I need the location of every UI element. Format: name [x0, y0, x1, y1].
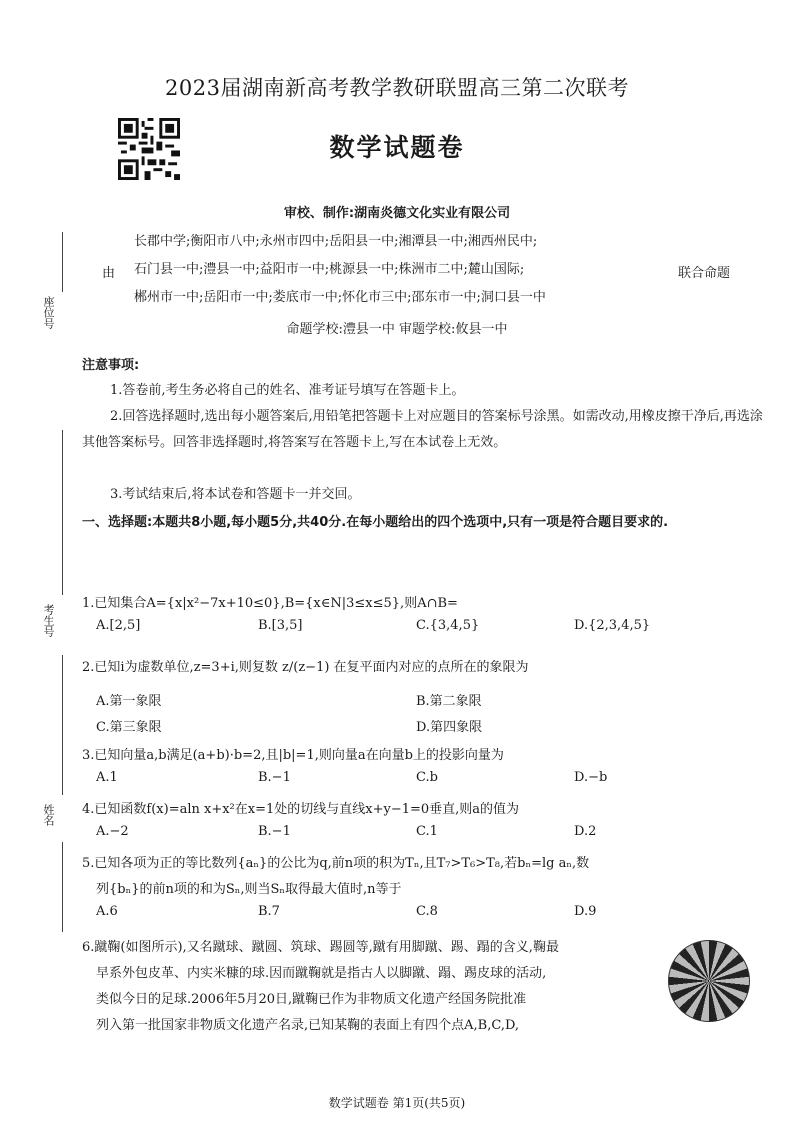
answer-option: B.7 [258, 904, 280, 919]
school-list-line: 郴州市一中;岳阳市一中;娄底市一中;怀化市三中;邵东市一中;洞口县一中 [134, 290, 546, 305]
answer-option: C.第三象限 [96, 720, 162, 735]
notice-item: 2.回答选择题时,选出每小题答案后,用铅笔把答题卡上对应题目的答案标号涂黑。如需改动,用橡皮擦干净后,再选涂其他答案标号。回答非选择题时,将答案写在答题卡上,写在本试卷上无效。 [82, 409, 763, 450]
question-stem-continuation: 列{bₙ}的前n项的和为Sₙ,则当Sₙ取得最大值时,n等于 [96, 882, 402, 897]
answer-option: A.−2 [96, 824, 129, 839]
margin-divider [62, 232, 63, 292]
producer-line: 审校、制作:湖南炎德文化实业有限公司 [283, 206, 511, 221]
answer-option: A.[2,5] [96, 618, 141, 633]
name-label: 姓名 [42, 804, 55, 826]
seat-number-label: 座位号 [42, 296, 55, 329]
margin-divider [62, 842, 63, 932]
candidate-number-label: 考生号 [42, 604, 55, 637]
section-heading: 一、选择题:本题共8小题,每小题5分,共40分.在每小题给出的四个选项中,只有一项是符合题目要求的. [82, 515, 669, 530]
question-stem: 3.已知向量a,b满足(a+b)·b=2,且|b|=1,则向量a在向量b上的投影向量为 [82, 748, 504, 763]
notice-item: 3.考试结束后,将本试卷和答题卡一并交回。 [110, 487, 361, 502]
margin-divider [62, 430, 63, 595]
answer-option: D.第四象限 [416, 720, 483, 735]
question-stem: 4.已知函数f(x)=aln x+x²在x=1处的切线与直线x+y−1=0垂直,则a的值为 [82, 802, 520, 817]
answer-option: D.−b [574, 770, 608, 785]
joint-proposition-label: 联合命题 [678, 266, 731, 281]
answer-option: B.−1 [258, 824, 291, 839]
answer-option: A.6 [96, 904, 118, 919]
question-stem: 1.已知集合A={x|x²−7x+10≤0},B={x∈N|3≤x≤5},则A∩B= [82, 596, 458, 611]
notice-heading: 注意事项: [82, 358, 140, 373]
answer-option: C.b [416, 770, 438, 785]
answer-option: D.9 [574, 904, 597, 919]
school-list-line: 长郡中学;衡阳市八中;永州市四中;岳阳县一中;湘潭县一中;湘西州民中; [134, 234, 538, 249]
answer-option: D.2 [574, 824, 597, 839]
by-label: 由 [102, 266, 116, 281]
answer-option: D.{2,3,4,5} [574, 618, 651, 633]
question-stem: 5.已知各项为正的等比数列{aₙ}的公比为q,前n项的积为Tₙ,且T₇>T₆>T₈,若bₙ=lg aₙ,数 [82, 856, 590, 871]
answer-option: B.−1 [258, 770, 291, 785]
answer-option: C.8 [416, 904, 438, 919]
answer-option: B.第二象限 [416, 694, 482, 709]
answer-option: B.[3,5] [258, 618, 303, 633]
question-stem-continuation: 早系外包皮革、内实米糠的球.因而蹴鞠就是指古人以脚蹴、蹋、踢皮球的活动, [96, 966, 547, 981]
notice-item: 1.答卷前,考生务必将自己的姓名、准考证号填写在答题卡上。 [110, 383, 465, 398]
exam-title: 2023届湖南新高考教学教研联盟高三第二次联考 [165, 76, 629, 100]
answer-option: C.{3,4,5} [416, 618, 480, 633]
page-footer: 数学试题卷 第1页(共5页) [328, 1096, 466, 1110]
question-stem: 6.蹴鞠(如图所示),又名蹴球、蹴圆、筑球、踢圆等,蹴有用脚蹴、踢、蹋的含义,鞠最 [82, 940, 559, 955]
question-stem: 2.已知i为虚数单位,z=3+i,则复数 z/(z−1) 在复平面内对应的点所在的象限为 [82, 660, 529, 675]
answer-option: C.1 [416, 824, 438, 839]
proposition-schools: 命题学校:澧县一中 审题学校:攸县一中 [286, 322, 508, 337]
question-stem-continuation: 列入第一批国家非物质文化遗产名录,已知某鞠的表面上有四个点A,B,C,D, [96, 1018, 520, 1033]
cuju-ball-image [668, 940, 750, 1022]
answer-option: A.1 [96, 770, 118, 785]
question-stem-continuation: 类似今日的足球.2006年5月20日,蹴鞠已作为非物质文化遗产经国务院批准 [96, 992, 527, 1007]
answer-option: A.第一象限 [96, 694, 162, 709]
school-list-line: 石门县一中;澧县一中;益阳市一中;桃源县一中;株洲市二中;麓山国际; [134, 262, 525, 277]
paper-title: 数学试题卷 [329, 133, 465, 162]
margin-divider [62, 655, 63, 795]
